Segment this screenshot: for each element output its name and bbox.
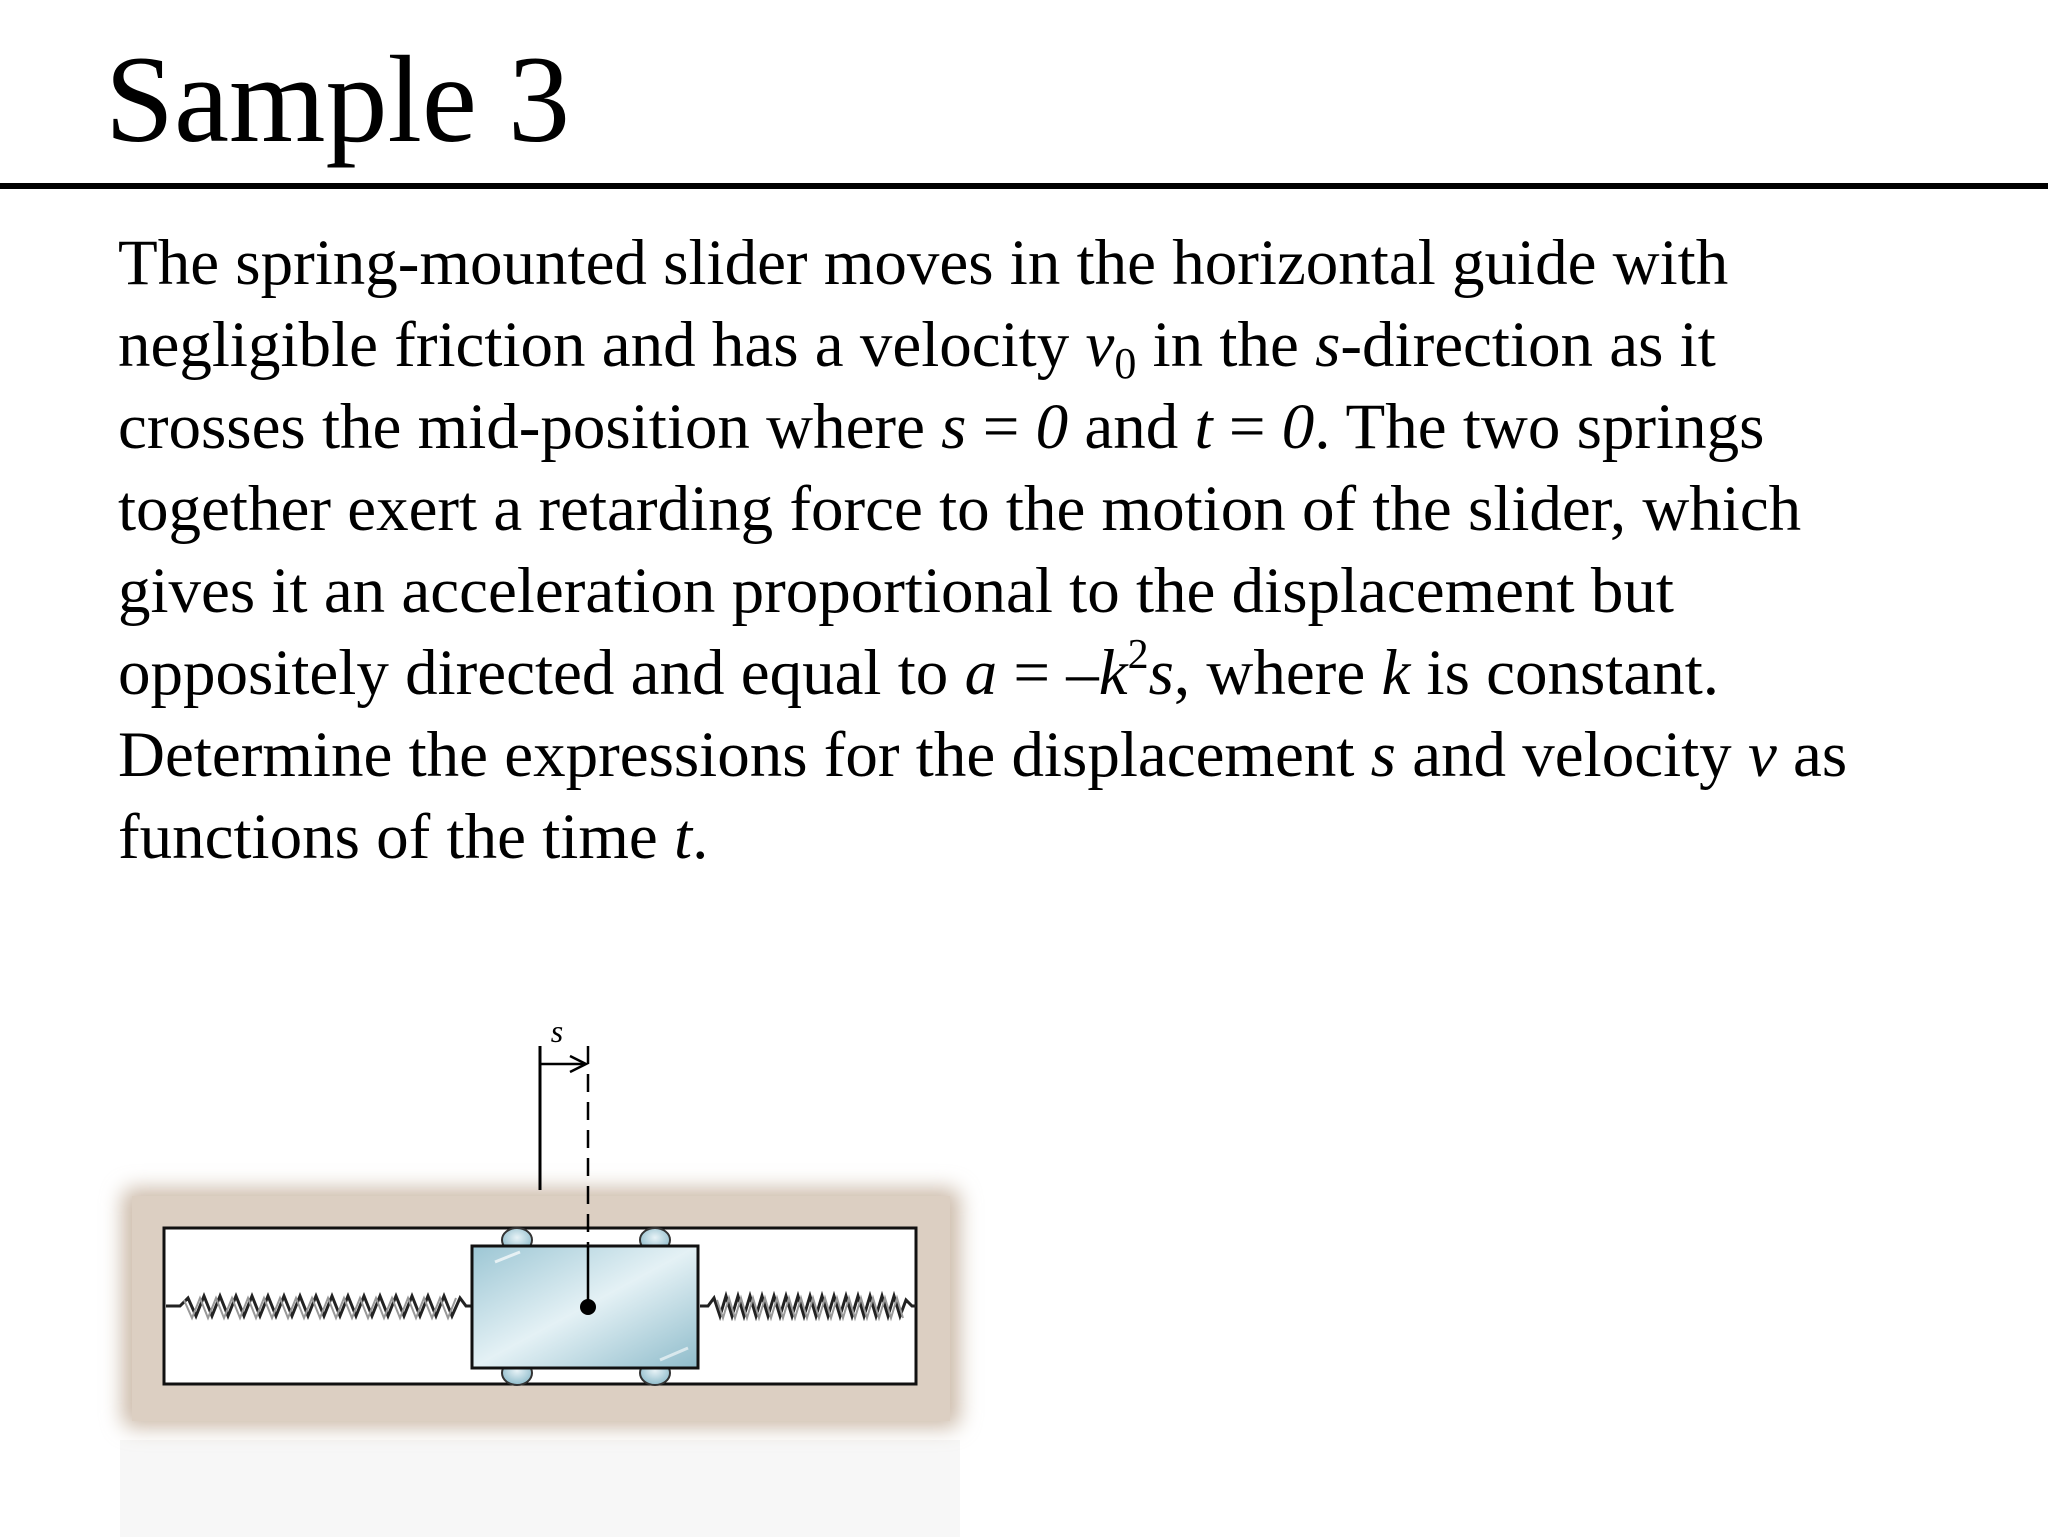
guide-channel: [164, 1228, 916, 1384]
problem-line-1: The spring-mounted slider moves in the horizontal guide with: [118, 227, 1729, 299]
displacement-label: s: [550, 1013, 564, 1049]
velocity-subscript: 0: [1114, 339, 1137, 388]
problem-statement: [118, 222, 2018, 878]
title-divider: [0, 183, 2048, 189]
problem-line-8: functions of the time t.: [118, 801, 709, 873]
right-spring-shadow: [717, 1298, 903, 1318]
left-spring-shadow: [184, 1298, 456, 1318]
wheel-top-left: [502, 1228, 532, 1252]
displacement-arrowhead: [570, 1056, 586, 1072]
slider-sheen: [495, 1252, 520, 1262]
slider-center-point: [580, 1299, 596, 1315]
problem-line-2: negligible friction and has a velocity $v_0$ in the s-direction as it: [118, 309, 1716, 388]
problem-line-3: crosses the mid-position where s = 0 and t = 0. The two springs: [118, 391, 1765, 463]
guide-frame: [132, 1196, 950, 1421]
slide-title: Sample 3: [105, 31, 570, 168]
problem-line-6: oppositely directed and equal to $a = -k^2s$, where k is constant.: [118, 632, 1720, 709]
time-symbol: t: [1194, 391, 1213, 463]
slider-block: [472, 1246, 698, 1368]
wheel-bottom-left: [502, 1361, 532, 1385]
problem-line-7: Determine the expressions for the displacement s and velocity v as: [118, 719, 1848, 791]
right-spring: [700, 1296, 916, 1316]
wheel-bottom-right: [640, 1361, 670, 1385]
exponent: 2: [1127, 632, 1149, 678]
acceleration-symbol: a: [964, 637, 998, 709]
constant-k-symbol: k: [1098, 637, 1128, 709]
slider-sheen-2: [660, 1348, 688, 1360]
displacement-symbol: s: [1315, 309, 1341, 381]
wheel-top-right: [640, 1228, 670, 1252]
figure-base-shade: [120, 1440, 960, 1537]
guide-shadow: [122, 1188, 960, 1428]
velocity-symbol: v: [1085, 309, 1115, 381]
problem-line-5: gives it an acceleration proportional to the displacement but: [118, 555, 1674, 627]
left-spring: [166, 1296, 472, 1316]
problem-line-4: together exert a retarding force to the motion of the slider, which: [118, 473, 1802, 545]
